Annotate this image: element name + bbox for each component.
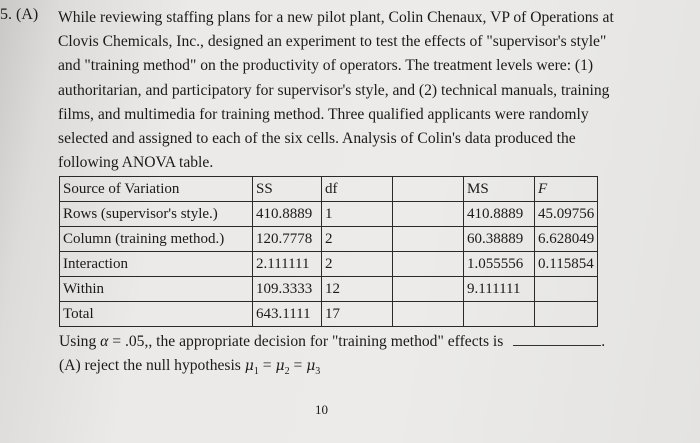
cell: Rows (supervisor's style.) [60,202,253,227]
cell: 9.111111 [464,277,535,302]
header-df: df [322,177,393,202]
cell: 0.115854 [535,252,598,277]
subscript: 2 [284,366,290,378]
header-ms: MS [464,177,535,202]
cell: 1 [322,202,393,227]
cell [464,302,535,327]
cell [393,252,464,277]
option-a-text: (A) reject the null hypothesis [59,357,245,374]
answer-blank[interactable] [513,345,601,346]
cell [393,277,464,302]
table-row [60,252,598,277]
using-prefix: Using [59,333,97,350]
cell: 2.111111 [253,252,322,277]
alpha-symbol: α [100,333,109,350]
cell [393,202,464,227]
cell: 17 [322,302,393,327]
equals-sign: = [258,357,276,374]
cell [535,302,598,327]
mu-symbol: μ [306,358,316,374]
header-ss: SS [253,177,322,202]
paragraph-line: Clovis Chemicals, Inc., designed an experiment to test the effects of "supervisor's style" [58,33,607,51]
mu-symbol: μ [244,358,254,374]
cell: 6.628049 [535,227,598,252]
paragraph-line: films, and multimedia for training method. Three qualified applicants were randomly [58,105,589,123]
cell [393,227,464,252]
paragraph-line: While reviewing staffing plans for a new pilot plant, Colin Chenaux, VP of Operations at [58,9,614,26]
cell: 2 [322,252,393,277]
cell: 60.38889 [464,227,535,252]
page-number: 10 [315,402,328,417]
table-header-row [60,177,598,202]
cell: 1.055556 [464,252,535,277]
end-mark: . [601,333,606,350]
cell: 410.8889 [464,202,535,227]
using-text: = .05,, the appropriate decision for "training method" effects is [112,333,504,350]
cell: Within [60,277,253,302]
cell: 410.8889 [253,202,322,227]
decision-prompt [59,333,605,351]
paragraph-line: authoritarian, and participatory for supervisor's style, and (2) technical manuals, training [58,81,610,99]
table-row [60,277,598,302]
cell: 45.09756 [535,202,598,227]
cell: 2 [322,227,393,252]
table-row [60,227,598,252]
question-paragraph [58,6,694,175]
option-a[interactable] [59,357,320,377]
subscript: 3 [315,366,321,378]
header-source: Source of Variation [60,177,253,202]
cell: 120.7778 [253,227,322,252]
cell: Column (training method.) [60,227,253,252]
cell: Interaction [60,252,253,277]
paragraph-line: and "training method" on the productivity of operators. The treatment levels were: (1) [58,57,594,75]
cell: 12 [322,277,393,302]
paragraph-line: selected and assigned to each of the six cells. Analysis of Colin's data produced the [58,130,576,148]
mu-symbol: μ [275,358,285,374]
subscript: 1 [253,366,259,378]
cell: 643.1111 [253,302,322,327]
table-row [60,302,598,327]
cell: 109.3333 [253,277,322,302]
cell: Total [60,302,253,327]
paragraph-line: following ANOVA table. [58,154,214,172]
cell [535,277,598,302]
anova-table [59,176,598,327]
cell [393,302,464,327]
header-f: F [535,177,598,202]
question-number: 5. (A) [0,6,39,23]
equals-sign: = [289,357,307,374]
table-row [60,202,598,227]
header-empty [393,177,464,202]
